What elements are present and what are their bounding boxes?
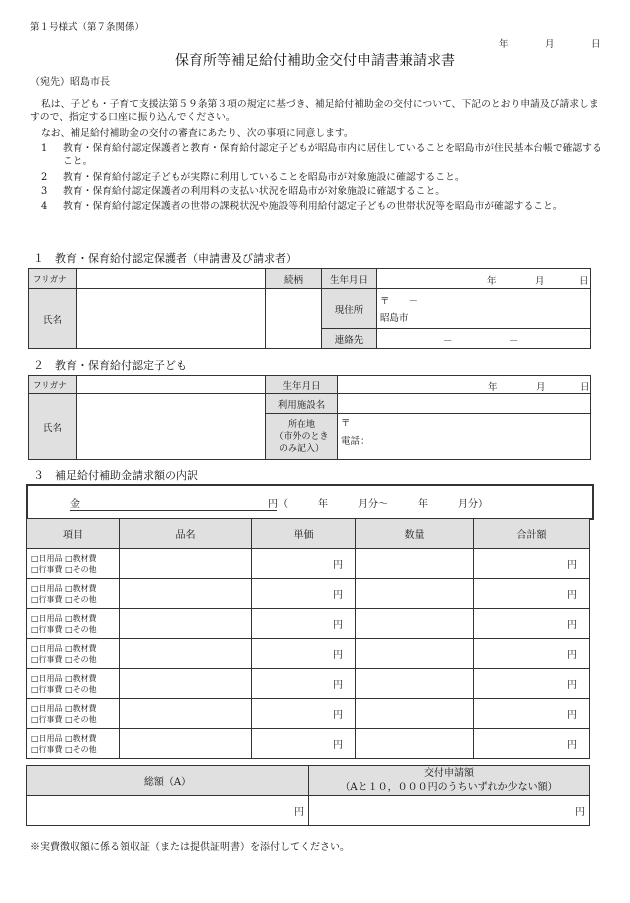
quantity-field[interactable] <box>356 729 474 759</box>
consent-item-number: 1 <box>41 143 48 154</box>
location-label-line: 所在地 <box>287 419 315 430</box>
consent-item-text: 教育・保育給付認定保護者と教育・保育給付認定子どもが昭島市内に居住していることを昭島市が住民基本台帳で確認すること。 <box>63 143 602 167</box>
phone-separator: － <box>509 335 519 347</box>
location-label-line: （市外のとき <box>274 431 329 442</box>
header-category: 項目 <box>27 519 120 549</box>
quantity-field[interactable] <box>356 579 474 609</box>
facility-location-field[interactable] <box>338 414 591 460</box>
location-label-line: のみ記入） <box>278 443 324 454</box>
quantity-field[interactable] <box>356 609 474 639</box>
quantity-field[interactable] <box>356 699 474 729</box>
checkbox-line[interactable]: □行事費 □その他 <box>31 624 97 634</box>
table-row <box>27 639 590 669</box>
row-total-field[interactable]: 円 <box>474 699 590 729</box>
items-table <box>26 518 590 759</box>
child-name-label: 氏名 <box>29 394 77 460</box>
item-name-field[interactable] <box>120 669 252 699</box>
month-label: 月 <box>535 275 545 287</box>
row-total-field[interactable]: 円 <box>474 669 590 699</box>
child-birthdate-label: 生年月日 <box>266 376 338 394</box>
guardian-relation-label: 続柄 <box>266 269 322 289</box>
grant-label <box>309 766 590 796</box>
item-name-field[interactable] <box>120 639 252 669</box>
checkbox-line[interactable]: □日用品 □教材費 <box>31 553 97 563</box>
facility-name-field[interactable] <box>338 394 591 414</box>
guardian-contact-label: 連絡先 <box>322 329 377 349</box>
checkbox-line[interactable]: □行事費 □その他 <box>31 564 97 574</box>
consent-item-text: 教育・保育給付認定子どもが実際に利用していることを昭島市が対象施設に確認すること。 <box>63 172 465 183</box>
header-quantity: 数量 <box>356 519 474 549</box>
postal-code: 〒 － <box>380 296 419 307</box>
quantity-field[interactable] <box>356 669 474 699</box>
facility-location-label <box>266 414 338 460</box>
checkbox-line[interactable]: □日用品 □教材費 <box>31 643 97 653</box>
section2-heading: ２ 教育・保育給付認定子ども <box>33 359 187 372</box>
grant-amount-field[interactable]: 円 <box>309 796 590 826</box>
unit-price-field[interactable]: 円 <box>252 729 356 759</box>
row-total-field[interactable]: 円 <box>474 609 590 639</box>
checkbox-line[interactable]: □行事費 □その他 <box>31 684 97 694</box>
unit-price-field[interactable]: 円 <box>252 549 356 579</box>
table-row <box>27 669 590 699</box>
checkbox-line[interactable]: □日用品 □教材費 <box>31 733 97 743</box>
child-birthdate-field[interactable] <box>338 376 591 394</box>
quantity-field[interactable] <box>356 549 474 579</box>
addressee: （宛先）昭島市長 <box>30 77 110 88</box>
table-row <box>27 549 590 579</box>
category-checkboxes[interactable] <box>27 549 120 579</box>
item-name-field[interactable] <box>120 729 252 759</box>
guardian-birthdate-field[interactable] <box>377 269 591 289</box>
guardian-name-label: 氏名 <box>29 289 77 349</box>
date-year-label: 年 <box>499 39 509 50</box>
summary-table <box>26 765 590 826</box>
phone-separator: － <box>443 335 453 347</box>
grant-label-line1: 交付申請額 <box>424 767 474 779</box>
claim-period: （ 年 月分～ 年 月分） <box>278 499 488 510</box>
table-row <box>27 609 590 639</box>
category-checkboxes[interactable] <box>27 669 120 699</box>
unit-price-field[interactable]: 円 <box>252 609 356 639</box>
guardian-address-label: 現住所 <box>322 289 377 329</box>
guardian-furigana-label: フリガナ <box>29 269 77 289</box>
row-total-field[interactable]: 円 <box>474 729 590 759</box>
child-name-field[interactable] <box>77 394 266 460</box>
checkbox-line[interactable]: □行事費 □その他 <box>31 594 97 604</box>
month-label: 月 <box>536 381 546 393</box>
day-label: 日 <box>580 381 590 393</box>
child-furigana-label: フリガナ <box>29 376 77 394</box>
category-checkboxes[interactable] <box>27 699 120 729</box>
table-row <box>27 729 590 759</box>
consent-item-text: 教育・保育給付認定保護者の利用料の支払い状況を昭島市が対象施設に確認すること。 <box>63 186 446 197</box>
header-total: 合計額 <box>474 519 590 549</box>
checkbox-line[interactable]: □日用品 □教材費 <box>31 613 97 623</box>
checkbox-line[interactable]: □日用品 □教材費 <box>31 673 97 683</box>
item-name-field[interactable] <box>120 579 252 609</box>
item-name-field[interactable] <box>120 699 252 729</box>
postal-mark: 〒 <box>341 418 351 429</box>
consent-item-number: 4 <box>41 201 48 212</box>
guardian-address-field[interactable] <box>377 289 591 329</box>
child-table <box>28 375 591 460</box>
date-day-label: 日 <box>591 39 601 50</box>
table-row <box>27 699 590 729</box>
checkbox-line[interactable]: □行事費 □その他 <box>31 744 97 754</box>
footer-note: ※実費徴収額に係る領収証（または提供証明書）を添付してください。 <box>30 842 350 853</box>
child-furigana-field[interactable] <box>77 376 266 394</box>
section3-heading: ３ 補足給付補助金請求額の内訳 <box>33 469 198 482</box>
table-row <box>27 579 590 609</box>
total-amount-field[interactable]: 円 <box>27 796 309 826</box>
day-label: 日 <box>579 275 589 287</box>
amount-yen[interactable]: 円 <box>268 499 278 510</box>
row-total-field[interactable]: 円 <box>474 579 590 609</box>
amount-prefix: 金 <box>70 499 80 510</box>
guardian-furigana-field[interactable] <box>77 269 266 289</box>
row-total-field[interactable]: 円 <box>474 639 590 669</box>
phone-label: 電話： <box>341 436 370 447</box>
consent-item-number: 3 <box>41 186 48 197</box>
unit-price-field[interactable]: 円 <box>252 639 356 669</box>
section1-heading: １ 教育・保育給付認定保護者（申請書及び請求者） <box>33 252 297 265</box>
year-label: 年 <box>488 381 498 393</box>
unit-price-field[interactable]: 円 <box>252 699 356 729</box>
unit-price-field[interactable]: 円 <box>252 579 356 609</box>
total-label: 総額（A） <box>27 766 309 796</box>
guardian-relation-field[interactable] <box>266 289 322 349</box>
consent-item-number: 2 <box>41 172 48 183</box>
intro-paragraph: 私は、子ども・子育て支援法第５９条第３項の規定に基づき、補足給付補助金の交付について、下記のとおり申請及び請求しますので、指定する口座に振り込んでください。 <box>30 99 599 123</box>
city-name: 昭島市 <box>380 313 409 324</box>
checkbox-line[interactable]: □日用品 □教材費 <box>31 583 97 593</box>
checkbox-line[interactable]: □日用品 □教材費 <box>31 703 97 713</box>
category-checkboxes[interactable] <box>27 579 120 609</box>
amount-underline <box>70 510 277 511</box>
row-total-field[interactable]: 円 <box>474 549 590 579</box>
guardian-name-field[interactable] <box>77 289 266 349</box>
page-title: 保育所等補足給付補助金交付申請書兼請求書 <box>175 53 455 69</box>
guardian-birthdate-label: 生年月日 <box>322 269 377 289</box>
year-label: 年 <box>487 275 497 287</box>
item-name-field[interactable] <box>120 549 252 579</box>
consent-paragraph: なお、補足給付補助金の交付の審査にあたり、次の事項に同意します。 <box>41 128 354 139</box>
checkbox-line[interactable]: □行事費 □その他 <box>31 714 97 724</box>
category-checkboxes[interactable] <box>27 729 120 759</box>
checkbox-line[interactable]: □行事費 □その他 <box>31 654 97 664</box>
grant-label-line2: （Aと１０，０００円のうちいずれか少ない額） <box>340 781 558 793</box>
category-checkboxes[interactable] <box>27 609 120 639</box>
header-unit-price: 単価 <box>252 519 356 549</box>
item-name-field[interactable] <box>120 609 252 639</box>
facility-name-label: 利用施設名 <box>266 394 338 414</box>
header-item-name: 品名 <box>120 519 252 549</box>
guardian-contact-field[interactable] <box>377 329 591 349</box>
date-month-label: 月 <box>545 39 555 50</box>
amount-box <box>26 484 594 520</box>
unit-price-field[interactable]: 円 <box>252 669 356 699</box>
consent-item-text: 教育・保育給付認定保護者の世帯の課税状況や施設等利用給付認定子どもの世帯状況等を昭島市が確認すること。 <box>63 201 563 212</box>
category-checkboxes[interactable] <box>27 639 120 669</box>
form-number: 第１号様式（第７条関係） <box>30 22 145 33</box>
quantity-field[interactable] <box>356 639 474 669</box>
guardian-table <box>28 268 591 349</box>
